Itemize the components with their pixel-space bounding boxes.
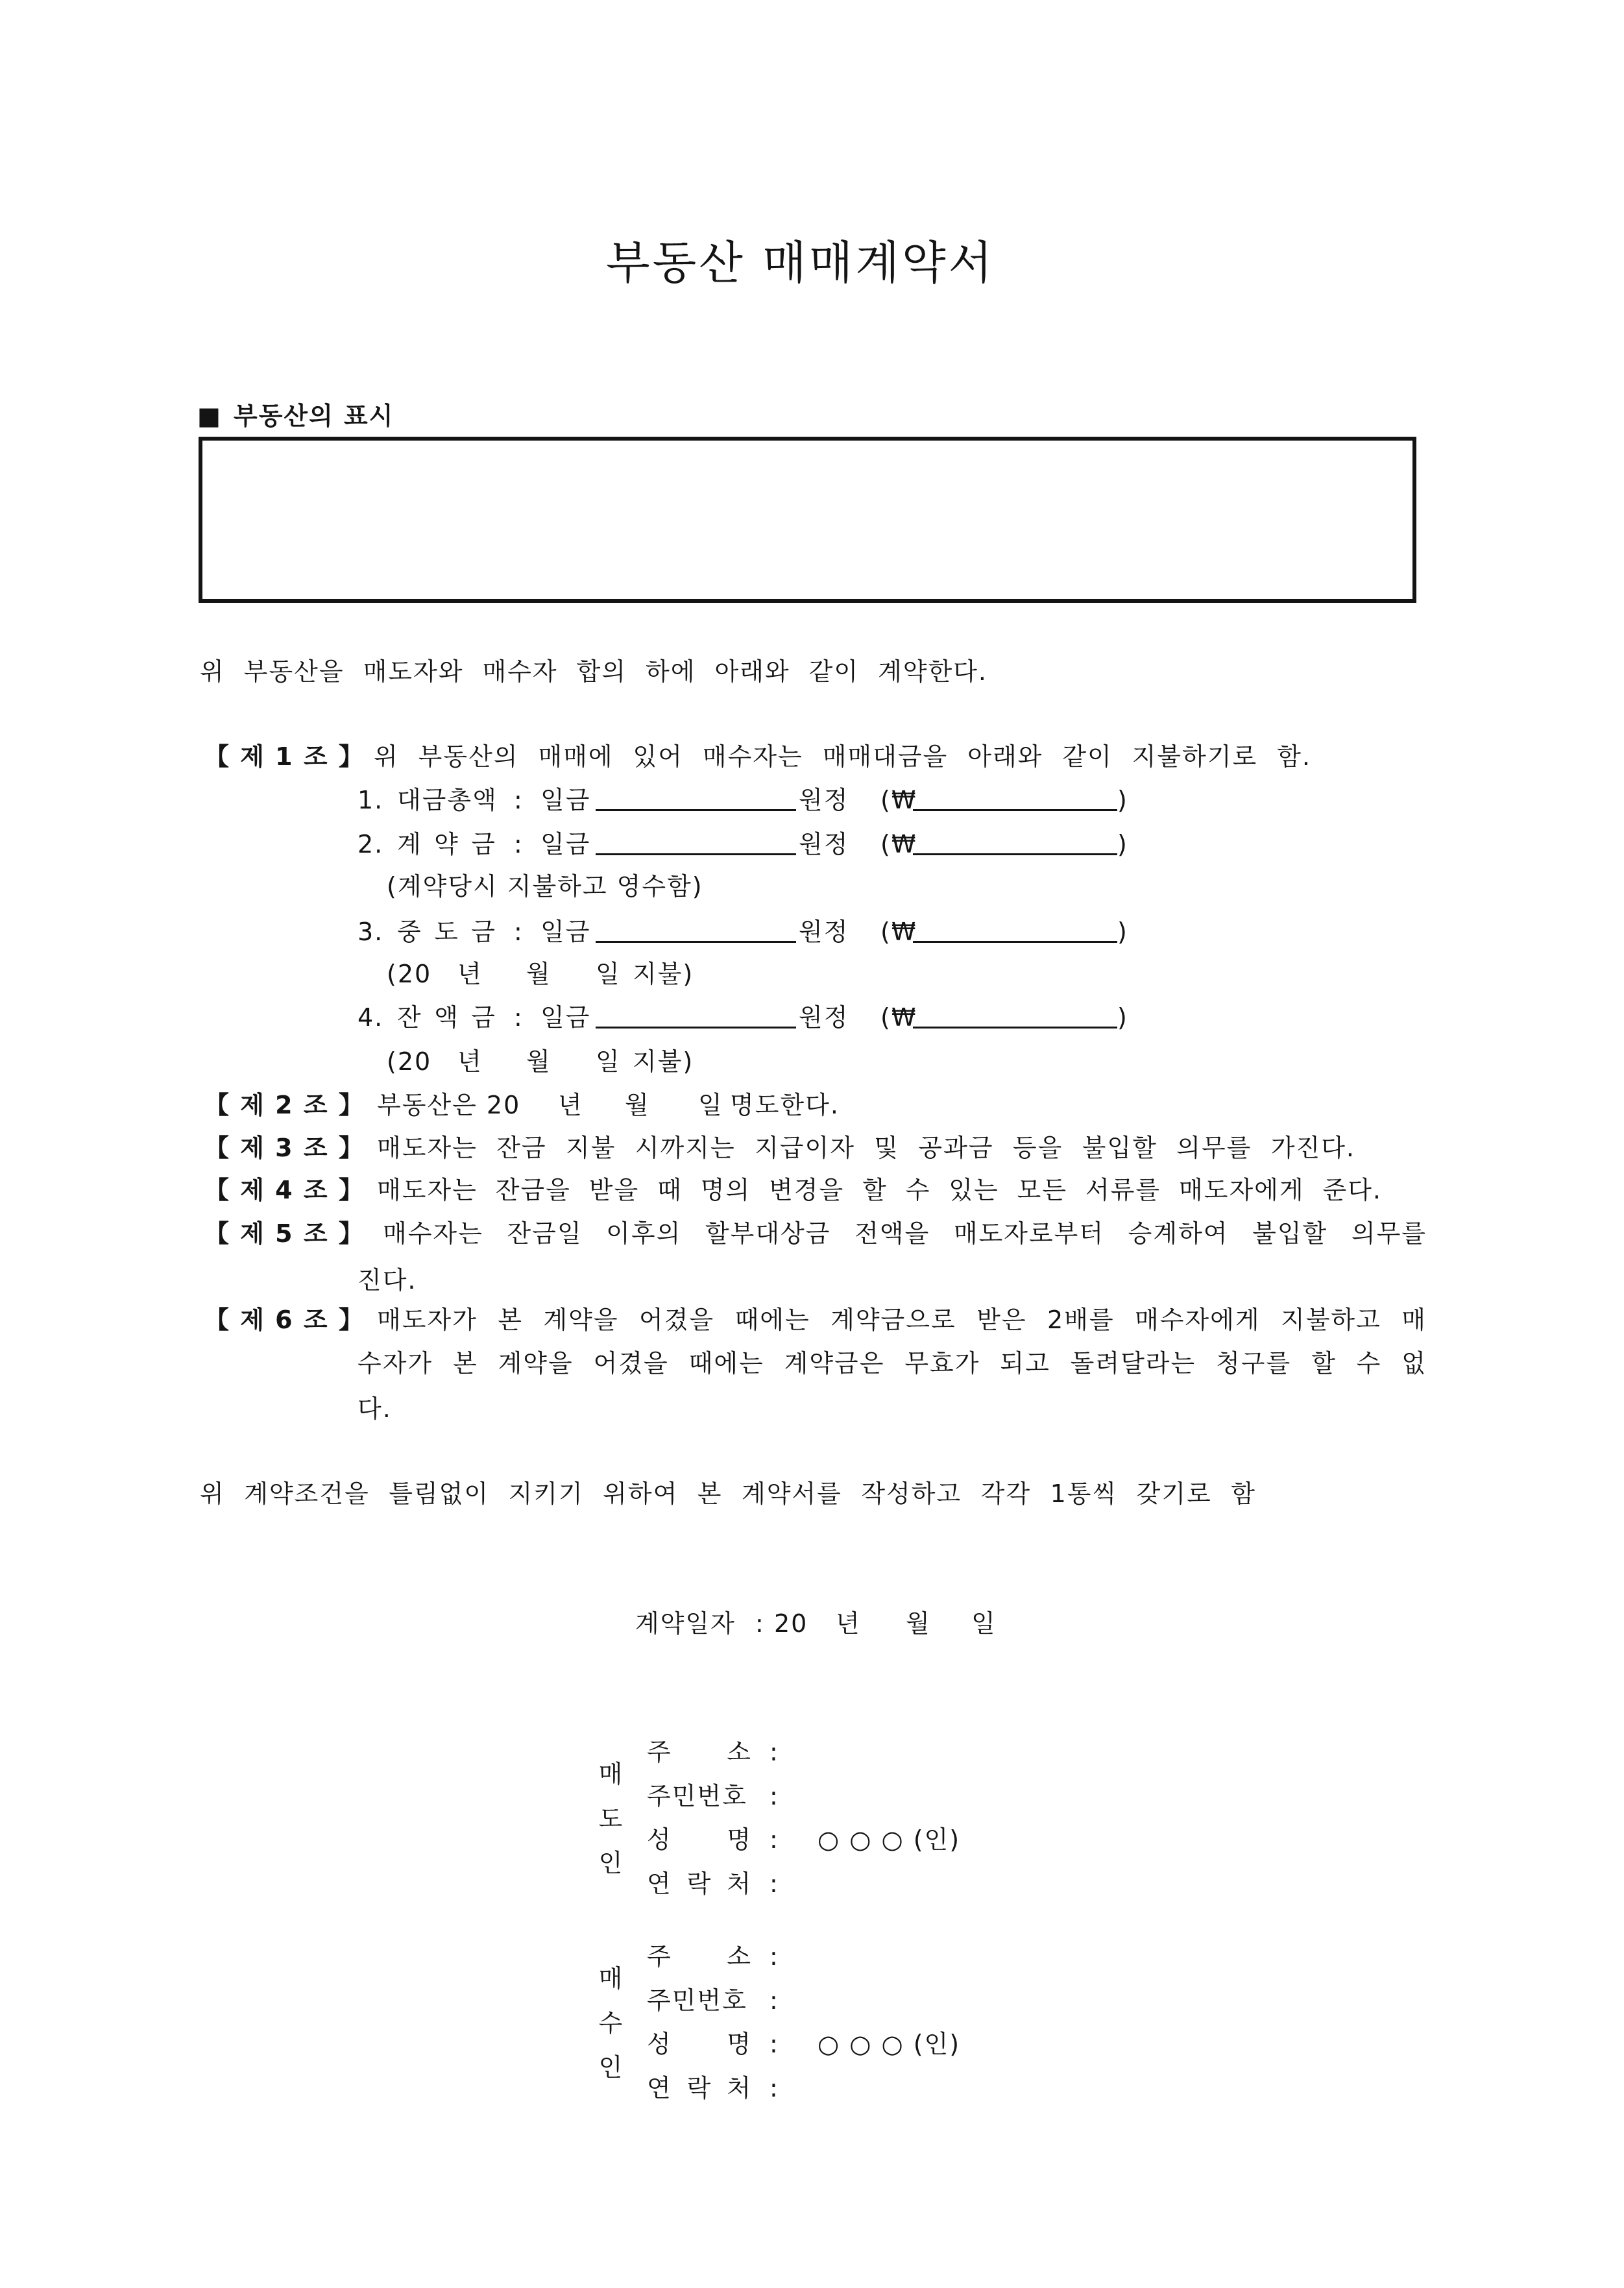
article-1-label: 【 제 1 조 】 xyxy=(204,742,365,771)
payment-row-total xyxy=(358,788,1149,812)
currency-close: ) xyxy=(1117,918,1128,946)
deposit-note: (계약당시 지불하고 영수함) xyxy=(387,872,703,901)
currency-close: ) xyxy=(1117,786,1128,814)
payment-row-interim xyxy=(358,919,1149,944)
field-separator: : xyxy=(770,2030,779,2058)
amount-in-figures-blank xyxy=(913,919,1117,943)
article-2-day: 일 xyxy=(698,1091,723,1119)
balance-note-day: 일 xyxy=(596,1047,621,1076)
article-1-text: 위 부동산의 매매에 있어 매수자는 매매대금을 아래와 같이 지불하기로 함. xyxy=(374,742,1311,771)
contract-date-day: 일 xyxy=(971,1609,997,1638)
interim-note-close: 지불) xyxy=(633,960,694,988)
seller-name-row xyxy=(0,1827,1624,1852)
article-2-text-end: 명도한다. xyxy=(730,1091,840,1119)
contract-date-separator: : xyxy=(755,1609,765,1638)
amount-in-words-blank xyxy=(596,1005,796,1028)
amount-prefix: 일금 xyxy=(540,786,591,814)
contract-date-month: 월 xyxy=(906,1609,931,1638)
buyer-role-label: 매수인 xyxy=(598,1964,623,2082)
article-3-text: 매도자는 잔금 지불 시까지는 지급이자 및 공과금 등을 불입할 의무를 가진다. xyxy=(377,1134,1355,1162)
article-2-label: 【 제 2 조 】 xyxy=(204,1091,365,1119)
seller-name-seal-value: ○ ○ ○ (인) xyxy=(818,1825,961,1854)
currency-close: ) xyxy=(1117,830,1128,858)
interim-note-month: 월 xyxy=(526,960,551,988)
article-4-text: 매도자는 잔금을 받을 때 명의 변경을 할 수 있는 모든 서류를 매도자에게 준다. xyxy=(377,1176,1382,1204)
field-separator: : xyxy=(770,1738,779,1766)
buyer-name-seal-value: ○ ○ ○ (인) xyxy=(818,2030,961,2058)
amount-prefix: 일금 xyxy=(540,830,591,858)
field-label: 주 소 xyxy=(647,1942,752,1971)
payment-number: 1. xyxy=(358,786,384,814)
payment-number: 2. xyxy=(358,830,384,858)
article-2-text-start: 부동산은 20 xyxy=(377,1091,521,1119)
payment-row-balance xyxy=(358,1005,1149,1030)
article-6-text-line-3: 다. xyxy=(358,1394,392,1423)
seller-id-number-row xyxy=(0,1784,1624,1808)
article-6-text-line-1: 매도자가 본 계약을 어겼을 때에는 계약금으로 받은 2배를 매수자에게 지불하고 매 xyxy=(377,1306,1427,1334)
article-5-text-line-2: 진다. xyxy=(358,1266,417,1295)
article-6-label: 【 제 6 조 】 xyxy=(204,1306,365,1334)
buyer-name-row xyxy=(0,2032,1624,2056)
buyer-address-row xyxy=(0,1944,1624,1969)
field-label: 연 락 처 xyxy=(647,2074,752,2102)
buyer-contact-row xyxy=(0,2076,1624,2100)
field-label: 성 명 xyxy=(647,1825,752,1854)
amount-in-words-blank xyxy=(596,788,796,811)
seller-contact-row xyxy=(0,1871,1624,1896)
article-6-text-line-2: 수자가 본 계약을 어겼을 때에는 계약금은 무효가 되고 돌려달라는 청구를 할 수 없 xyxy=(358,1349,1427,1378)
article-2-month: 월 xyxy=(625,1091,650,1119)
property-section-heading: 부동산의 표시 xyxy=(234,402,394,430)
closing-statement: 위 계약조건을 틀림없이 지키기 위하여 본 계약서를 작성하고 각각 1통씩 갖기로 함 xyxy=(200,1479,1256,1508)
currency-open: (₩ xyxy=(880,786,917,814)
payment-number: 3. xyxy=(358,918,384,946)
field-label: 성 명 xyxy=(647,2030,752,2058)
amount-suffix: 원정 xyxy=(799,918,849,946)
amount-suffix: 원정 xyxy=(799,830,849,858)
payment-separator: : xyxy=(514,830,524,858)
article-2-year: 년 xyxy=(558,1091,583,1119)
currency-close: ) xyxy=(1117,1003,1128,1032)
buyer-id-number-row xyxy=(0,1988,1624,2013)
balance-note-close: 지불) xyxy=(633,1047,694,1076)
field-separator: : xyxy=(770,1869,779,1898)
field-separator: : xyxy=(770,1986,779,2015)
balance-note-open: (20 xyxy=(387,1047,432,1076)
amount-suffix: 원정 xyxy=(799,786,849,814)
payment-label: 중 도 금 xyxy=(397,918,496,946)
amount-in-figures-blank xyxy=(913,832,1117,855)
field-separator: : xyxy=(770,1825,779,1854)
payment-label: 잔 액 금 xyxy=(397,1003,496,1032)
payment-number: 4. xyxy=(358,1003,384,1032)
amount-in-figures-blank xyxy=(913,788,1117,811)
field-label: 주민번호 xyxy=(647,1782,747,1810)
payment-label: 대금총액 xyxy=(397,786,498,814)
payment-separator: : xyxy=(514,918,524,946)
seller-role-label: 매도인 xyxy=(598,1760,623,1877)
contract-date-label: 계약일자 xyxy=(635,1609,736,1638)
interim-note-year: 년 xyxy=(457,960,483,988)
intro-statement: 위 부동산을 매도자와 매수자 합의 하에 아래와 같이 계약한다. xyxy=(200,657,988,686)
field-separator: : xyxy=(770,1942,779,1971)
contract-date-century: 20 xyxy=(774,1609,808,1638)
field-separator: : xyxy=(770,1782,779,1810)
article-4-label: 【 제 4 조 】 xyxy=(204,1176,365,1204)
balance-note-month: 월 xyxy=(526,1047,551,1076)
balance-note-year: 년 xyxy=(457,1047,483,1076)
article-3-label: 【 제 3 조 】 xyxy=(204,1134,365,1162)
currency-open: (₩ xyxy=(880,1003,917,1032)
field-label: 연 락 처 xyxy=(647,1869,752,1898)
payment-label: 계 약 금 xyxy=(397,830,496,858)
contract-date-year: 년 xyxy=(836,1609,861,1638)
property-description-box xyxy=(199,437,1416,603)
currency-open: (₩ xyxy=(880,918,917,946)
amount-in-words-blank xyxy=(596,832,796,855)
amount-suffix: 원정 xyxy=(799,1003,849,1032)
square-bullet-icon: ■ xyxy=(197,402,222,430)
amount-prefix: 일금 xyxy=(540,918,591,946)
field-label: 주 소 xyxy=(647,1738,752,1766)
amount-in-words-blank xyxy=(596,919,796,943)
interim-note-open: (20 xyxy=(387,960,432,988)
interim-note-day: 일 xyxy=(596,960,621,988)
article-5-label: 【 제 5 조 】 xyxy=(204,1219,365,1248)
field-separator: : xyxy=(770,2074,779,2102)
amount-prefix: 일금 xyxy=(540,1003,591,1032)
amount-in-figures-blank xyxy=(913,1005,1117,1028)
seller-address-row xyxy=(0,1740,1624,1764)
payment-separator: : xyxy=(514,1003,524,1032)
field-label: 주민번호 xyxy=(647,1986,747,2015)
article-5-text-line-1: 매수자는 잔금일 이후의 할부대상금 전액을 매도자로부터 승계하여 불입할 의무를 xyxy=(383,1219,1427,1248)
payment-row-deposit xyxy=(358,832,1149,857)
document-title: 부동산 매매계약서 xyxy=(606,236,995,289)
currency-open: (₩ xyxy=(880,830,917,858)
payment-separator: : xyxy=(514,786,524,814)
